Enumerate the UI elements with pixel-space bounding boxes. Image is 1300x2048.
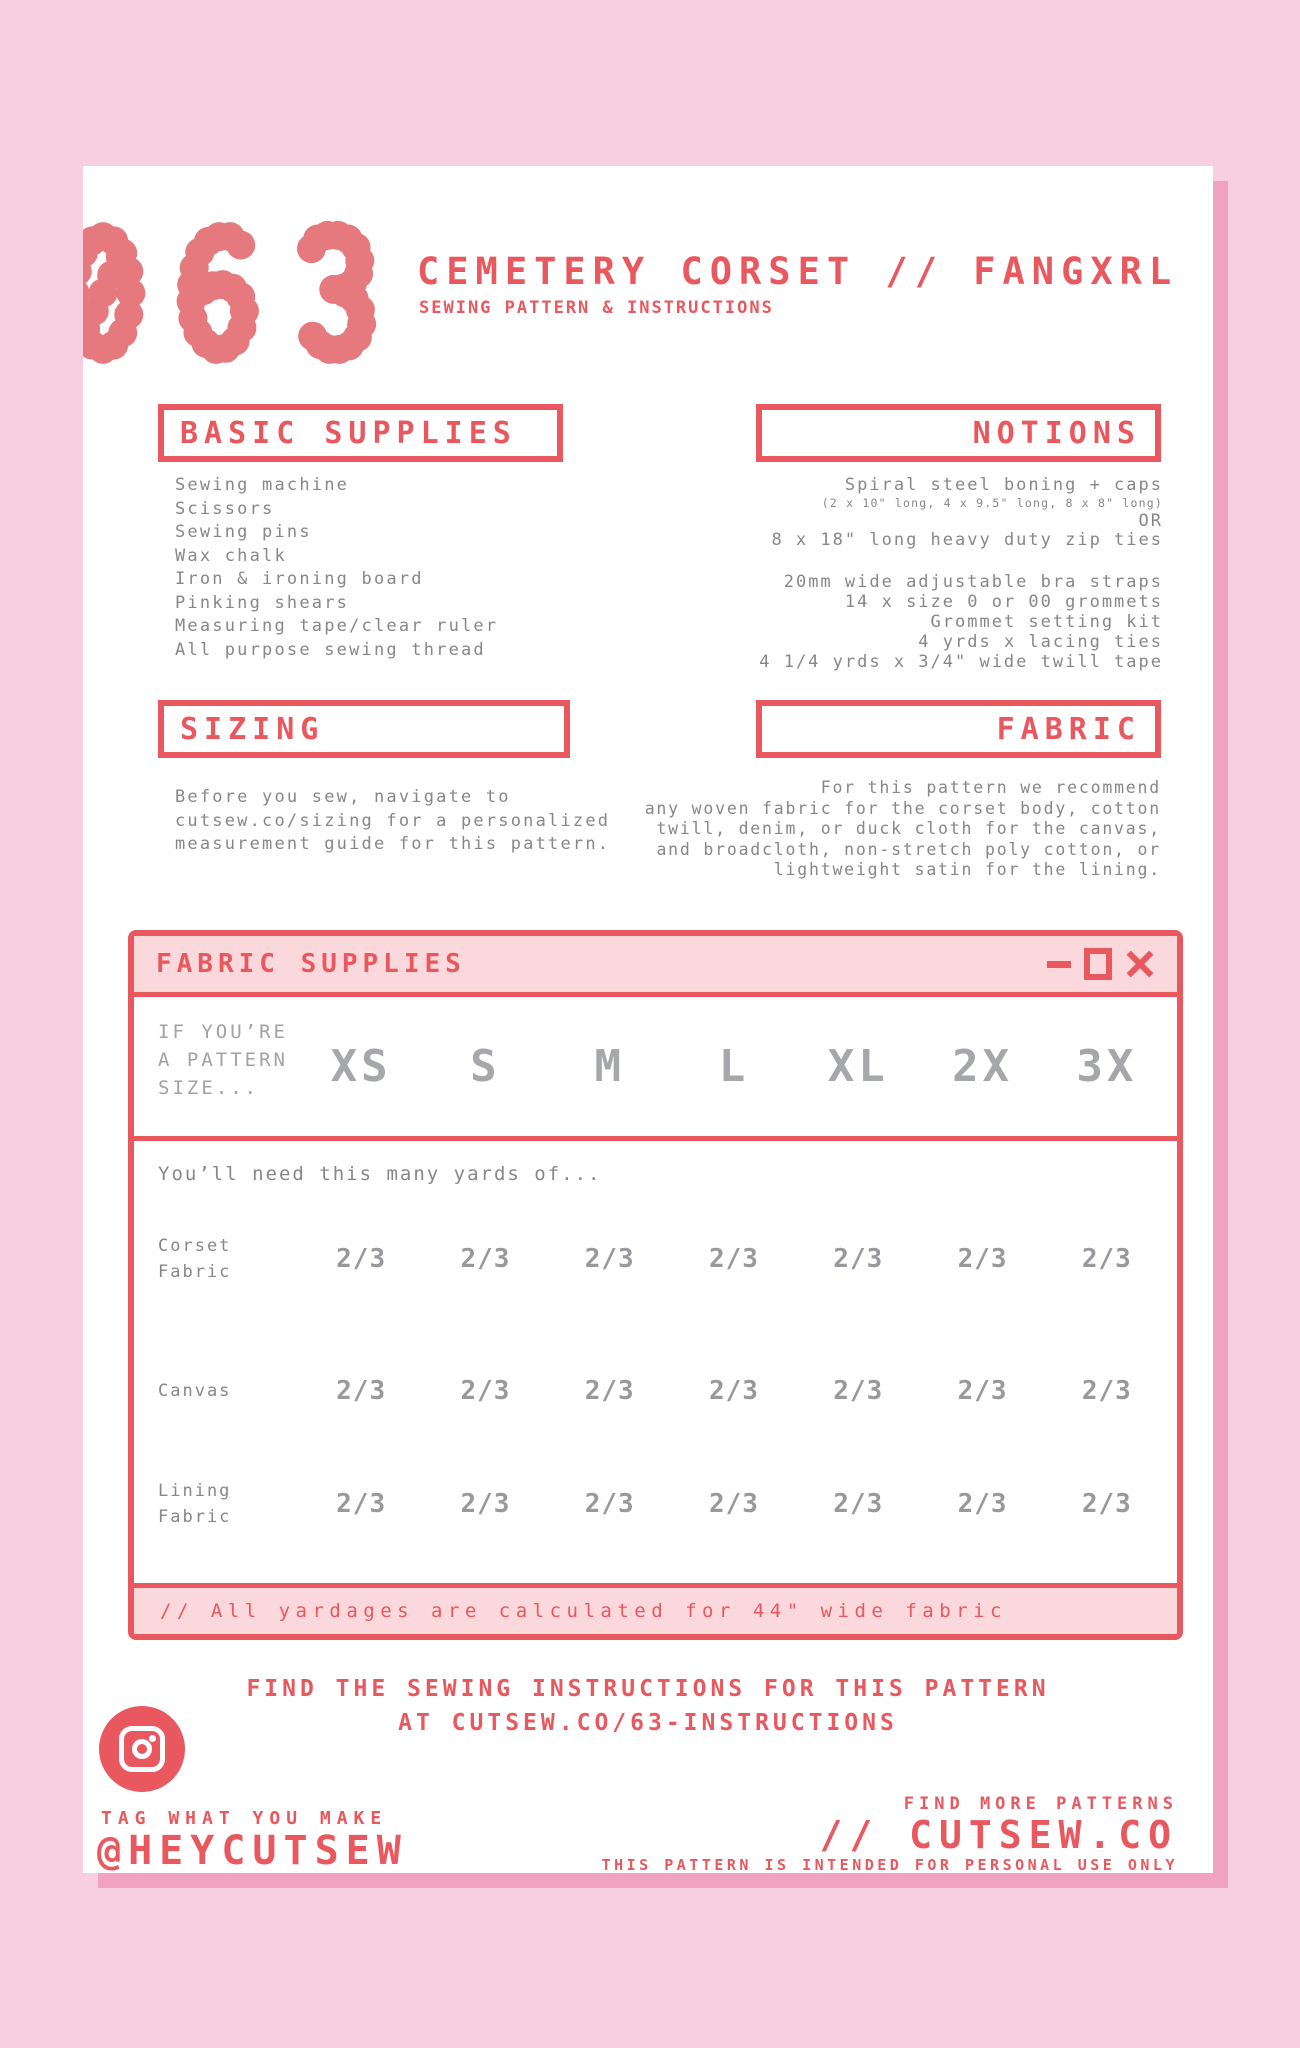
size-header-row	[134, 997, 1177, 1141]
maximize-icon[interactable]	[1084, 948, 1112, 980]
yardage-cell: 2/3	[709, 1376, 759, 1406]
yardage-footnote-bar	[134, 1583, 1177, 1634]
row-label: Canvas	[158, 1381, 232, 1401]
paragraph-line: any woven fabric for the corset body, cotton	[644, 798, 1161, 818]
yardage-cell: 2/3	[833, 1489, 884, 1519]
yardage-footnote: // All yardages are calculated for 44" wide fabric	[160, 1600, 1007, 1622]
instagram-handle: @HEYCUTSEW	[97, 1828, 408, 1873]
size-intro-line: SIZE...	[158, 1077, 260, 1099]
banner-line: AT CUTSEW.CO/63-INSTRUCTIONS	[398, 1710, 898, 1736]
list-item: Measuring tape/clear ruler	[175, 616, 499, 636]
yardage-cell: 2/3	[336, 1489, 387, 1519]
yardage-cell: 2/3	[833, 1244, 884, 1274]
yards-intro: You’ll need this many yards of...	[158, 1163, 602, 1185]
table-row	[134, 1474, 1177, 1534]
or-separator: OR	[1138, 511, 1163, 531]
yardage-cell: 2/3	[336, 1376, 387, 1406]
yardage-table	[134, 1141, 1177, 1583]
basic-supplies-heading-box	[158, 404, 563, 462]
size-intro-line: A PATTERN	[158, 1049, 288, 1071]
size-header: L	[718, 1041, 750, 1092]
size-header: 3X	[1076, 1041, 1138, 1092]
paragraph-line: For this pattern we recommend	[820, 778, 1161, 797]
fabric-heading-box	[756, 700, 1161, 758]
row-values	[299, 1474, 1169, 1534]
basic-supplies-heading: BASIC SUPPLIES	[180, 415, 517, 451]
paragraph-line: Before you sew, navigate to	[175, 787, 511, 807]
yardage-cell: 2/3	[709, 1489, 759, 1519]
size-intro-line: IF YOU’RE	[158, 1021, 288, 1043]
list-item: Grommet setting kit	[930, 612, 1163, 632]
paragraph-line: and broadcloth, non-stretch poly cotton, or	[656, 839, 1161, 859]
yardage-cell: 2/3	[336, 1244, 387, 1274]
list-item: 4 yrds x lacing ties	[918, 632, 1163, 652]
row-values	[299, 1229, 1169, 1289]
sizing-paragraph	[175, 786, 610, 857]
sizing-heading-box	[158, 700, 570, 758]
fabric-paragraph	[645, 778, 1161, 881]
list-item-detail: (2 x 10" long, 4 x 9.5" long, 8 x 8" long)	[821, 496, 1163, 510]
yardage-cell: 2/3	[460, 1244, 511, 1274]
footer-right	[602, 1794, 1178, 1873]
minimize-icon[interactable]	[1047, 961, 1071, 968]
list-item: 8 x 18" long heavy duty zip ties	[771, 530, 1163, 550]
list-item: Iron & ironing board	[175, 569, 424, 589]
size-header: 2X	[952, 1041, 1014, 1092]
yardage-cell: 2/3	[584, 1376, 635, 1406]
instructions-banner	[83, 1672, 1213, 1740]
list-item: Spiral steel boning + caps	[844, 475, 1163, 495]
list-item: Wax chalk	[175, 545, 287, 566]
row-values	[299, 1361, 1169, 1421]
yardage-cell: 2/3	[833, 1376, 884, 1406]
size-header: XL	[827, 1041, 889, 1092]
notions-heading-box	[756, 404, 1161, 462]
list-item: Sewing pins	[175, 522, 312, 542]
find-more-label: FIND MORE PATTERNS	[903, 1794, 1178, 1814]
site-url: // CUTSEW.CO	[819, 1813, 1178, 1857]
list-item: 14 x size 0 or 00 grommets	[844, 592, 1163, 612]
list-item: 4 1/4 yrds x 3/4" wide twill tape	[759, 652, 1163, 672]
list-item: Sewing machine	[175, 475, 350, 495]
list-item: All purpose sewing thread	[175, 639, 486, 660]
notions-heading: NOTIONS	[972, 415, 1141, 451]
yardage-cell: 2/3	[584, 1244, 635, 1274]
window-titlebar	[134, 936, 1177, 997]
window-title: FABRIC SUPPLIES	[156, 949, 466, 979]
list-item: Scissors	[175, 498, 275, 519]
fabric-supplies-window	[128, 930, 1183, 1640]
yardage-cell: 2/3	[957, 1489, 1008, 1519]
yardage-cell: 2/3	[957, 1376, 1008, 1406]
basic-supplies-list	[175, 474, 498, 662]
size-intro-label	[158, 1018, 288, 1102]
table-row	[134, 1229, 1177, 1289]
yardage-cell: 2/3	[1081, 1376, 1132, 1406]
pattern-title: CEMETERY CORSET // FANGXRL	[417, 250, 1179, 293]
size-column-headers	[299, 997, 1169, 1136]
personal-use-note: THIS PATTERN IS INTENDED FOR PERSONAL USE ONLY	[601, 1856, 1178, 1873]
window-controls	[1047, 948, 1155, 980]
table-row	[134, 1361, 1177, 1421]
paragraph-line: twill, denim, or duck cloth for the canvas,	[656, 819, 1161, 838]
notions-list	[759, 476, 1163, 672]
yardage-cell: 2/3	[709, 1244, 759, 1274]
instagram-icon[interactable]	[99, 1706, 185, 1792]
fabric-heading: FABRIC	[996, 711, 1141, 747]
size-header: M	[594, 1041, 625, 1092]
close-icon[interactable]	[1125, 949, 1155, 979]
yardage-cell: 2/3	[1081, 1244, 1132, 1274]
paragraph-line: cutsew.co/sizing for a personalized	[175, 810, 611, 831]
size-header: XS	[330, 1041, 392, 1092]
yardage-cell: 2/3	[584, 1489, 635, 1519]
list-item: 20mm wide adjustable bra straps	[783, 572, 1163, 592]
size-header: S	[470, 1041, 501, 1092]
yardage-cell: 2/3	[460, 1489, 511, 1519]
paragraph-line: measurement guide for this pattern.	[175, 834, 611, 854]
pattern-sheet	[83, 166, 1213, 1873]
banner-line: FIND THE SEWING INSTRUCTIONS FOR THIS PATTERN	[246, 1676, 1050, 1702]
sizing-heading: SIZING	[180, 711, 325, 747]
yardage-cell: 2/3	[957, 1244, 1008, 1274]
row-label: Corset Fabric	[158, 1236, 232, 1282]
row-label: Lining Fabric	[158, 1481, 232, 1527]
tag-line: TAG WHAT YOU MAKE	[101, 1808, 388, 1829]
yardage-cell: 2/3	[460, 1376, 511, 1406]
pattern-subtitle: SEWING PATTERN & INSTRUCTIONS	[419, 298, 774, 318]
yardage-cell: 2/3	[1081, 1489, 1132, 1519]
list-item: Pinking shears	[175, 592, 350, 613]
pattern-number	[83, 218, 381, 368]
paragraph-line: lightweight satin for the lining.	[773, 860, 1161, 879]
